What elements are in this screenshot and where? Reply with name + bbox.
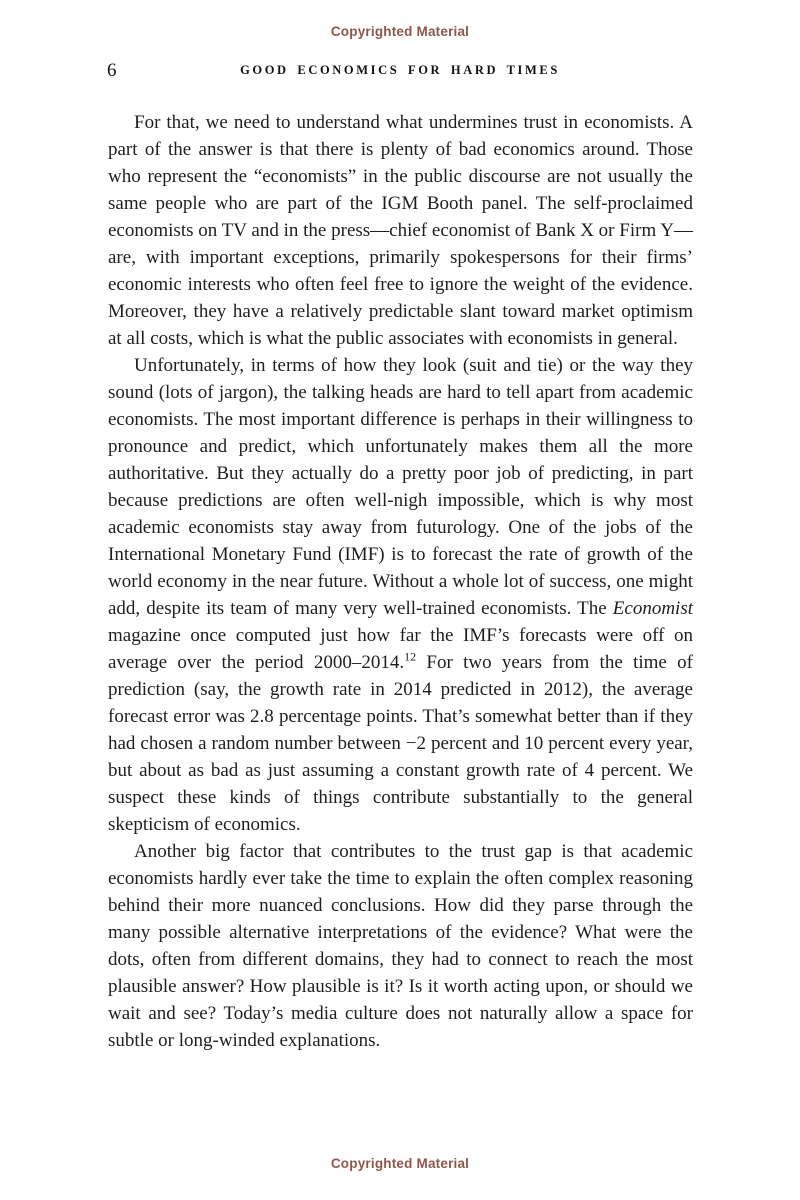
paragraph-text: For two years from the time of prediction (say, the growth rate in 2014 predicted in 2012), the average forecast error was 2.8 percentage points. That’s somewhat better than if they had chosen a random number between −2 percent and 10 percent every year, but about as bad as just assuming a constant growth rate of 4 percent. We suspect these kinds of things contribute substantially to the general skepticism of economics. [108,652,693,835]
copyright-watermark-bottom: Copyrighted Material [330,1156,470,1171]
paragraph-trust-in-economists [108,109,693,352]
page-number: 6 [107,60,117,81]
paragraph-text: Unfortunately, in terms of how they look (suit and tie) or the way they sound (lots of jargon), the talking heads are hard to tell apart from academic economists. The most important difference is perhaps in their willingness to pronounce and predict, which unfortunately makes them all the more authoritative. But they actually do a pretty poor job of predicting, in part because predictions are often well-nigh impossible, which is why most academic economists stay away from futurology. One of the jobs of the International Monetary Fund (IMF) is to forecast the rate of growth of the world economy in the near future. Without a whole lot of success, one might add, despite its team of many very well-trained economists. The [108,355,693,619]
paragraph-trust-gap-explanations [108,838,693,1054]
copyright-watermark-top: Copyrighted Material [330,24,470,39]
page-header [0,60,800,84]
footnote-reference-12: 12 [404,649,417,664]
italic-economist-magazine: Economist [612,598,693,619]
paragraph-text: Another big factor that contributes to the trust gap is that academic economists hardly ever take the time to explain the often complex reasoning behind their more nuanced conclusions. How did they parse through the many possible alternative interpretations of the evidence? What were the dots, often from different domains, they had to connect to reach the most plausible answer? How plausible is it? Is it worth acting upon, or should we wait and see? Today’s media culture does not naturally allow a space for subtle or long-winded explanations. [108,841,693,1051]
paragraph-text: magazine once computed just how far the IMF’s forecasts were off on average over the period 2000–2014. [108,625,693,673]
running-header-title: GOOD ECONOMICS FOR HARD TIMES [240,63,560,77]
paragraph-text: For that, we need to understand what undermines trust in economists. A part of the answer is that there is plenty of bad economics around. Those who represent the “economists” in the public discourse are not usually the same people who are part of the IGM Booth panel. The self-proclaimed economists on TV and in the press—chief economist of Bank X or Firm Y—are, with important exceptions, primarily spokespersons for their firms’ economic interests who often feel free to ignore the weight of the evidence. Moreover, they have a relatively predictable slant toward market optimism at all costs, which is what the public associates with economists in general. [108,112,693,349]
body-text-column [108,109,693,1054]
paragraph-talking-heads-predictions [108,352,693,838]
